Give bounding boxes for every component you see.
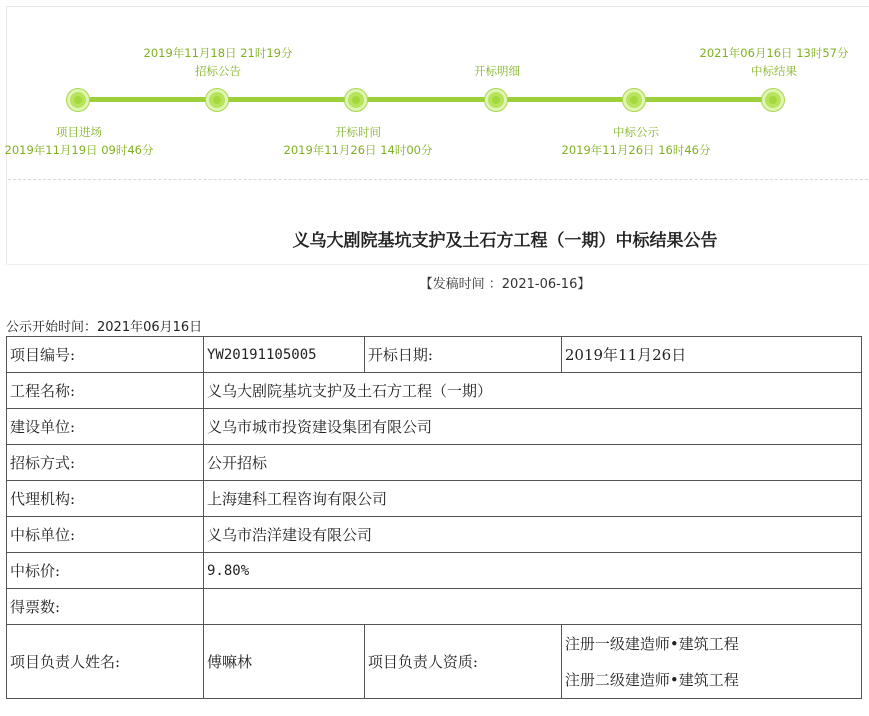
- table-row: [7, 481, 862, 517]
- table-row: [7, 553, 862, 589]
- table-row: [7, 337, 862, 373]
- title-divider: [8, 264, 868, 265]
- project-no-label: 项目编号:: [7, 337, 204, 373]
- manager-label: 项目负责人姓名:: [7, 625, 204, 699]
- timeline-step-name: 开标时间: [335, 125, 381, 139]
- project-name-value: 义乌大剧院基坑支护及土石方工程（一期）: [203, 373, 861, 409]
- table-row: [7, 409, 862, 445]
- timeline-node-5[interactable]: [623, 89, 645, 111]
- timeline-step-time: 2021年06月16日 13时57分: [699, 46, 849, 60]
- timeline-step-5[interactable]: [556, 123, 716, 159]
- table-row: [7, 589, 862, 625]
- qualification-item: 注册二级建造师•建筑工程: [564, 670, 739, 689]
- bid-open-date-label: 开标日期:: [364, 337, 561, 373]
- qualification-value: [561, 625, 861, 699]
- bid-timeline: [0, 0, 869, 180]
- table-row: [7, 625, 862, 699]
- winner-value: 义乌市浩洋建设有限公司: [203, 517, 861, 553]
- manager-value: 傅嘛林: [203, 625, 364, 699]
- table-row: [7, 445, 862, 481]
- price-label: 中标价:: [7, 553, 204, 589]
- timeline-step-name: 项目进场: [56, 125, 102, 139]
- agency-value: 上海建科工程咨询有限公司: [203, 481, 861, 517]
- votes-label: 得票数:: [7, 589, 204, 625]
- timeline-node-1[interactable]: [67, 89, 89, 111]
- timeline-step-name: 中标结果: [751, 64, 797, 78]
- timeline-step-name: 招标公告: [195, 64, 241, 78]
- timeline-step-6[interactable]: [694, 44, 854, 80]
- votes-value: [203, 589, 861, 625]
- project-no-value: YW20191105005: [203, 337, 364, 373]
- qualification-label: 项目负责人资质:: [364, 625, 561, 699]
- builder-label: 建设单位:: [7, 409, 204, 445]
- timeline-step-time: 2019年11月26日 14时00分: [283, 143, 433, 157]
- timeline-divider: [8, 179, 868, 180]
- timeline-node-6[interactable]: [762, 89, 784, 111]
- timeline-step-name: 开标明细: [474, 64, 520, 78]
- timeline-step-time: 2019年11月19日 09时46分: [4, 143, 154, 157]
- winner-label: 中标单位:: [7, 517, 204, 553]
- timeline-node-2[interactable]: [206, 89, 228, 111]
- method-value: 公开招标: [203, 445, 861, 481]
- agency-label: 代理机构:: [7, 481, 204, 517]
- builder-value: 义乌市城市投资建设集团有限公司: [203, 409, 861, 445]
- price-value: 9.80%: [203, 553, 861, 589]
- project-name-label: 工程名称:: [7, 373, 204, 409]
- timeline-step-1[interactable]: [0, 123, 158, 159]
- bid-open-date-value: 2019年11月26日: [561, 337, 861, 373]
- timeline-step-time: 2019年11月26日 16时46分: [561, 143, 711, 157]
- timeline-step-3[interactable]: [278, 123, 438, 159]
- notice-start-time: 公示开始时间：2021年06月16日: [6, 320, 203, 335]
- qualification-item: 注册一级建造师•建筑工程: [564, 634, 739, 653]
- timeline-step-name: 中标公示: [613, 125, 659, 139]
- publish-date: 【发稿时间 ：2021-06-16】: [419, 277, 591, 292]
- page-title: 义乌大剧院基坑支护及土石方工程（一期）中标结果公告: [292, 231, 718, 251]
- table-row: [7, 373, 862, 409]
- timeline-node-3[interactable]: [345, 89, 367, 111]
- table-row: [7, 517, 862, 553]
- timeline-step-4[interactable]: [417, 62, 577, 80]
- timeline-node-4[interactable]: [485, 89, 507, 111]
- timeline-track: [78, 97, 774, 102]
- timeline-step-time: 2019年11月18日 21时19分: [143, 46, 293, 60]
- bid-result-table: [6, 336, 862, 699]
- method-label: 招标方式:: [7, 445, 204, 481]
- timeline-step-2[interactable]: [138, 44, 298, 80]
